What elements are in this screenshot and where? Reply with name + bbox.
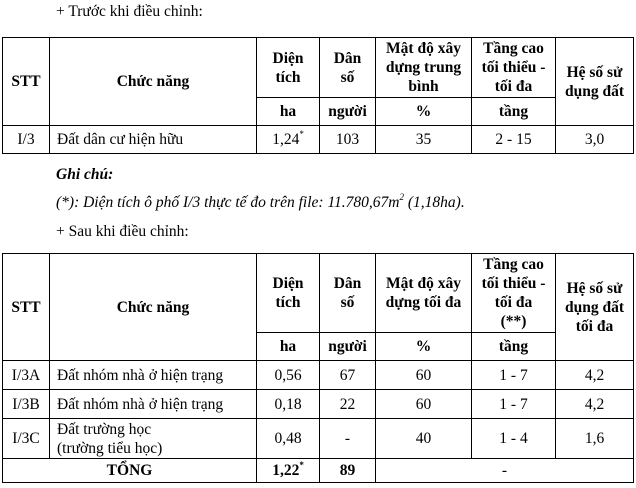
unit-density: % <box>376 333 472 361</box>
cell-population: 103 <box>320 126 376 154</box>
cell-area: 1,24* <box>257 126 320 154</box>
unit-population: người <box>320 333 376 361</box>
cell-area: 0,48 <box>257 419 320 459</box>
header-population: Dân số <box>320 38 376 98</box>
cell-population: - <box>320 419 376 459</box>
header-area: Diện tích <box>257 254 320 333</box>
header-stt: STT <box>3 254 50 361</box>
header-coef: Hệ số sử dụng đất <box>556 38 634 126</box>
header-function: Chức năng <box>50 254 257 361</box>
header-row <box>3 254 634 333</box>
note-title: Ghi chú: <box>56 166 114 183</box>
header-function: Chức năng <box>50 38 257 126</box>
cell-floors: 1 - 7 <box>472 390 556 419</box>
header-density: Mật độ xây dựng tối đa <box>376 254 472 333</box>
note-text: (*): Diện tích ô phố I/3 thực tế đo trên file: $11.780,67m^2$ (1,18ha). <box>56 191 465 211</box>
header-stt: STT <box>3 38 50 126</box>
table-after <box>2 253 634 483</box>
cell-area: 0,56 <box>257 361 320 390</box>
unit-floors: tầng <box>472 98 556 126</box>
header-row <box>3 38 634 98</box>
cell-coef: 3,0 <box>556 126 634 154</box>
unit-floors: tầng <box>472 333 556 361</box>
before-heading: + Trước khi điều chỉnh: <box>56 3 203 20</box>
total-area: 1,22* <box>257 459 320 483</box>
unit-area: ha <box>257 98 320 126</box>
unit-area: ha <box>257 333 320 361</box>
after-heading: + Sau khi điều chỉnh: <box>56 223 189 240</box>
total-population: 89 <box>320 459 376 483</box>
unit-population: người <box>320 98 376 126</box>
cell-density: 35 <box>376 126 472 154</box>
cell-floors: 1 - 7 <box>472 361 556 390</box>
table-row <box>3 126 634 154</box>
table-row <box>3 361 634 390</box>
cell-coef: 1,6 <box>556 419 634 459</box>
cell-function: Đất dân cư hiện hữu <box>50 126 257 154</box>
cell-function: Đất trường học (trường tiểu học) <box>50 419 257 459</box>
header-area: Diện tích <box>257 38 320 98</box>
cell-coef: 4,2 <box>556 361 634 390</box>
cell-floors: 2 - 15 <box>472 126 556 154</box>
cell-stt: I/3B <box>3 390 50 419</box>
floors-footnote-mark: (**) <box>500 313 527 330</box>
cell-area: 0,18 <box>257 390 320 419</box>
total-rest: - <box>376 459 634 483</box>
table-row <box>3 419 634 459</box>
header-population: Dân số <box>320 254 376 333</box>
total-row <box>3 459 634 483</box>
cell-function: Đất nhóm nhà ở hiện trạng <box>50 390 257 419</box>
header-floors: Tầng cao tối thiểu - tối đa (**) <box>472 254 556 333</box>
cell-function: Đất nhóm nhà ở hiện trạng <box>50 361 257 390</box>
unit-density: % <box>376 98 472 126</box>
cell-density: 60 <box>376 390 472 419</box>
cell-coef: 4,2 <box>556 390 634 419</box>
area-footnote-mark: * <box>299 459 304 470</box>
area-footnote-mark: * <box>299 128 304 139</box>
table-before <box>2 37 634 154</box>
cell-density: 40 <box>376 419 472 459</box>
header-coef: Hệ số sử dụng đất tối đa <box>556 254 634 361</box>
header-floors: Tầng cao tối thiểu - tối đa <box>472 38 556 98</box>
table-row <box>3 390 634 419</box>
cell-stt: I/3C <box>3 419 50 459</box>
cell-floors: 1 - 4 <box>472 419 556 459</box>
cell-density: 60 <box>376 361 472 390</box>
total-label: TỔNG <box>3 459 257 483</box>
cell-stt: I/3 <box>3 126 50 154</box>
header-density: Mật độ xây dựng trung bình <box>376 38 472 98</box>
superscript: 2 <box>399 191 404 202</box>
cell-population: 22 <box>320 390 376 419</box>
cell-stt: I/3A <box>3 361 50 390</box>
cell-population: 67 <box>320 361 376 390</box>
